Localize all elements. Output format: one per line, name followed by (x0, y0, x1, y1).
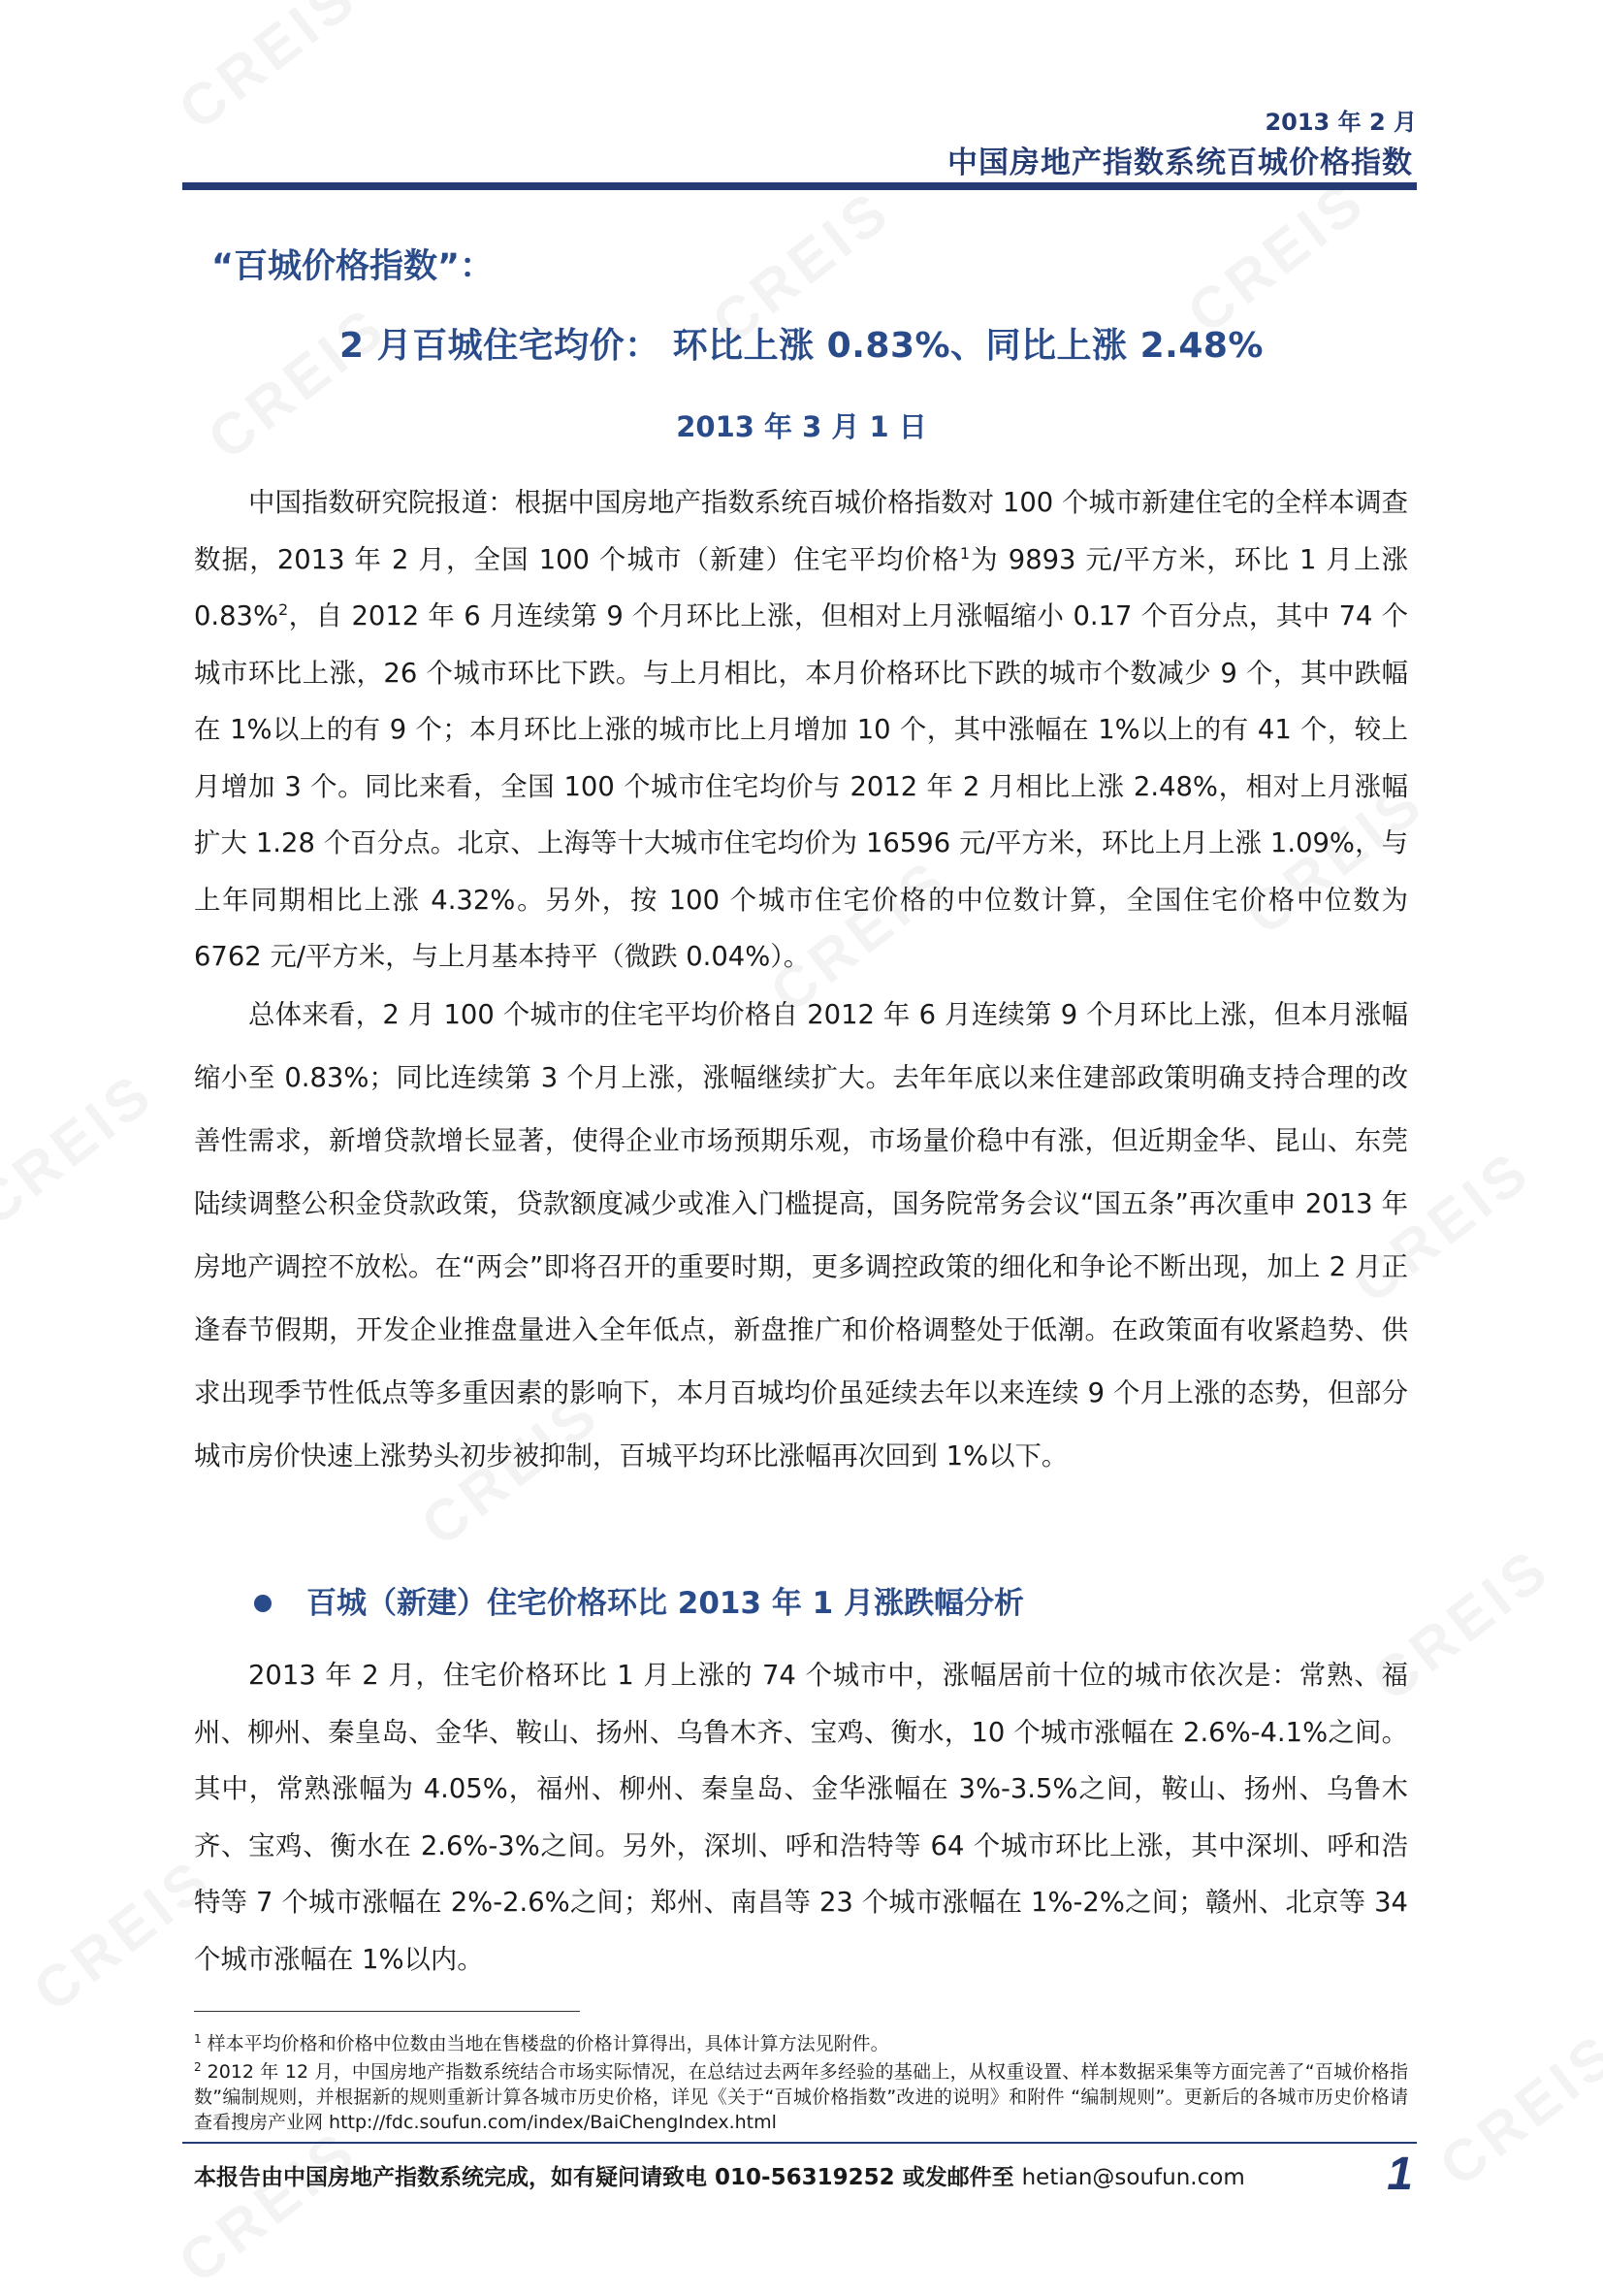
footer-divider (182, 2142, 1417, 2144)
watermark (166, 0, 370, 143)
paragraph-summary (194, 475, 1408, 986)
footnote-ref[interactable]: 2 (278, 599, 289, 619)
footnote-mark: 1 (194, 2031, 202, 2046)
paragraph-text: 为 9893 元/平方米，环比 1 月上涨 0.83% (194, 544, 1408, 631)
footnote-mark: 2 (194, 2059, 202, 2074)
watermark (0, 1059, 167, 1240)
footnote-text: 2012 年 12 月，中国房地产指数系统结合市场实际情况，在总结过去两年多经验的基础上，从权重设置、样本数据采集等方面完善了“百城价格指数”编制规则，并根据新的规则重新计算各城市历史价格，详见《关于“百城价格指数”改进的说明》和附件 “编制规则”。更新后的各城市历史价格请查看搜房产业网 http://fdc.soufun.com/index/BaiChengIndex.html (194, 2061, 1408, 2133)
watermark (1427, 2020, 1603, 2200)
section-subheading: 百城（新建）住宅价格环比 2013 年 1 月涨跌幅分析 (306, 1586, 1025, 1621)
contact-email-link[interactable]: hetian@soufun.com (1021, 2165, 1245, 2190)
paragraph-text: ，自 2012 年 6 月连续第 9 个月环比上涨，但相对上月涨幅缩小 0.17 个百分点，其中 74 个城市环比上涨，26 个城市环比下跌。与上月相比，本月价格环比下跌的城市个数减少 9 个，其中跌幅在 1%以上的有 9 个；本月环比上涨的城市比上月增加 10 个，其中涨幅在 1%以上的有 41 个，较上月增加 3 个。同比来看，全国 100 个城市住宅均价与 2012 年 2 月相比上涨 2.48%，相对上月涨幅扩大 1.28 个百分点。北京、上海等十大城市住宅均价为 16596 元/平方米，环比上月上涨 1.09%，与上年同期相比上涨 4.32%。另外，按 100 个城市住宅价格的中位数计算，全国住宅价格中位数为 6762 元/平方米，与上月基本持平（微跌 0.04%）。 (194, 601, 1408, 972)
bullet-icon (254, 1595, 272, 1612)
publish-date: 2013 年 3 月 1 日 (676, 410, 927, 443)
paragraph-overview: 总体来看，2 月 100 个城市的住宅平均价格自 2012 年 6 月连续第 9 个月环比上涨，但本月涨幅缩小至 0.83%；同比连续第 3 个月上涨，涨幅继续扩大。去年年底以来住建部政策明确支持合理的改善性需求，新增贷款增长显著，使得企业市场预期乐观，市场量价稳中有涨，但近期金华、昆山、东莞陆续调整公积金贷款政策，贷款额度减少或准入门槛提高，国务院常务会议“国五条”再次重申 2013 年房地产调控不放松。在“两会”即将召开的重要时期，更多调控政策的细化和争论不断出现，加上 2 月正逢春节假期，开发企业推盘量进入全年低点，新盘推广和价格调整处于低潮。在政策面有收紧趋势、供求出现季节性低点等多重因素的影响下，本月百城均价虽延续去年以来连续 9 个月上涨的态势，但部分城市房价快速上涨势头初步被抑制，百城平均环比涨幅再次回到 1%以下。 (194, 1000, 1408, 1471)
footer-notice (194, 2159, 1245, 2191)
paragraph-text: 中国指数研究院报道：根据中国房地产指数系统百城价格指数对 100 个城市新建住宅的全样本调查数据，2013 年 2 月，全国 100 个城市（新建）住宅平均价格 (194, 488, 1408, 575)
index-kicker: “百城价格指数”： (211, 247, 495, 286)
report-date: 2013 年 2 月 (1265, 109, 1417, 136)
footnote-2 (194, 2059, 1408, 2135)
footnote-ref[interactable]: 1 (959, 543, 971, 563)
paragraph-city-analysis: 2013 年 2 月，住宅价格环比 1 月上涨的 74 个城市中，涨幅居前十位的城市依次是：常熟、福州、柳州、秦皇岛、金华、鞍山、扬州、乌鲁木齐、宝鸡、衡水，10 个城市涨幅在 2.6%-4.1%之间。其中，常熟涨幅为 4.05%，福州、柳州、秦皇岛、金华涨幅在 3%-3.5%之间，鞍山、扬州、乌鲁木齐、宝鸡、衡水在 2.6%-3%之间。另外，深圳、呼和浩特等 64 个城市环比上涨，其中深圳、呼和浩特等 7 个城市涨幅在 2%-2.6%之间；郑州、南昌等 23 个城市涨幅在 1%-2%之间；赣州、北京等 34 个城市涨幅在 1%以内。 (194, 1661, 1408, 1975)
header-divider (182, 182, 1417, 190)
report-title: 中国房地产指数系统百城价格指数 (947, 146, 1413, 180)
footnote-text: 样本平均价格和价格中位数由当地在售楼盘的价格计算得出，具体计算方法见附件。 (207, 2033, 889, 2054)
footnote-1 (194, 2031, 1408, 2056)
footnote-divider (194, 2011, 580, 2012)
headline: 2 月百城住宅均价： 环比上涨 0.83%、同比上涨 2.48% (339, 326, 1264, 366)
page-number: 1 (1387, 2149, 1413, 2200)
footer-notice-text: 本报告由中国房地产指数系统完成，如有疑问请致电 010-56319252 或发邮件至 (194, 2165, 1022, 2190)
